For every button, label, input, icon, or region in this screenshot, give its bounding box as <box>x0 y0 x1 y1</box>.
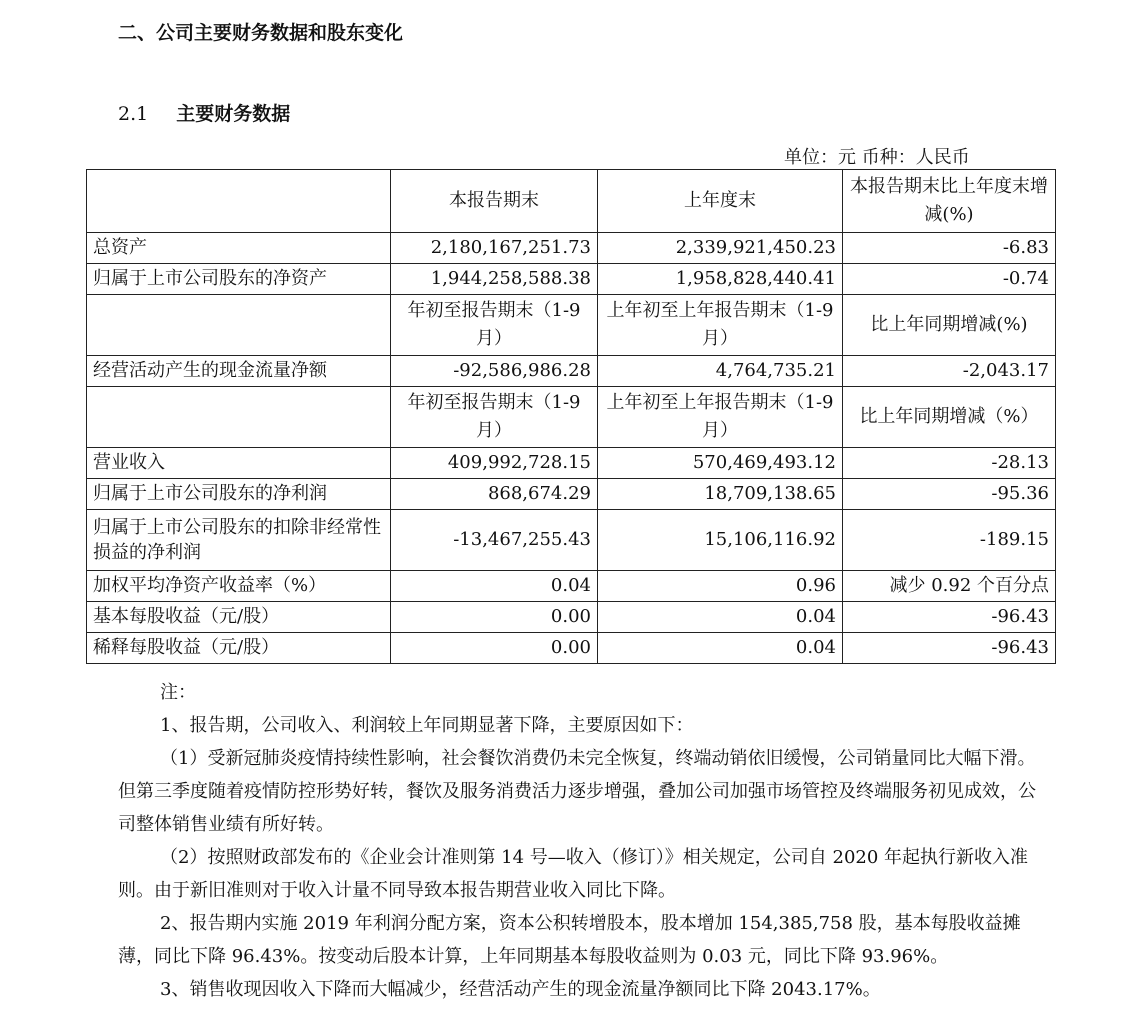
section-title: 二、公司主要财务数据和股东变化 <box>118 22 404 44</box>
value-cell: 18,709,138.65 <box>598 479 843 510</box>
value-cell: -96.43 <box>843 602 1056 633</box>
value-cell: 0.96 <box>598 571 843 602</box>
value-cell: 1,944,258,588.38 <box>391 264 598 295</box>
table-header-cell: 本报告期末 <box>391 170 598 233</box>
value-cell: 2,339,921,450.23 <box>598 233 843 264</box>
table-row <box>87 602 1056 633</box>
note-1-item-1: （1）受新冠肺炎疫情持续性影响，社会餐饮消费仍未完全恢复，终端动销依旧缓慢，公司销量同比大幅下滑。但第三季度随着疫情防控形势好转，餐饮及服务消费活力逐步增强，叠加公司加强市场管控及终端服务初见成效，公司整体销售业绩有所好转。 <box>118 748 1036 835</box>
table-header-cell: 比上年同期增减(%) <box>843 295 1056 356</box>
value-cell: 15,106,116.92 <box>598 510 843 571</box>
value-cell: 2,180,167,251.73 <box>391 233 598 264</box>
table-header-cell: 比上年同期增减（%） <box>843 387 1056 448</box>
value-cell: 868,674.29 <box>391 479 598 510</box>
note-1-item-2: （2）按照财政部发布的《企业会计准则第 14 号—收入（修订）》相关规定，公司自 2020 年起执行新收入准则。由于新旧准则对于收入计量不同导致本报告期营业收入同比下降。 <box>118 847 1029 901</box>
row-label-cell: 经营活动产生的现金流量净额 <box>87 356 391 387</box>
note-2: 2、报告期内实施 2019 年利润分配方案，资本公积转增股本，股本增加 154,385,758 股，基本每股收益摊薄，同比下降 96.43%。按变动后股本计算，上年同期基本每股收益则为 0.03 元，同比下降 93.96%。 <box>118 913 1021 967</box>
row-label-cell: 归属于上市公司股东的扣除非经常性损益的净利润 <box>87 510 391 571</box>
financial-data-table <box>86 169 1056 664</box>
value-cell: -2,043.17 <box>843 356 1056 387</box>
row-label-cell: 稀释每股收益（元/股） <box>87 633 391 664</box>
value-cell: 4,764,735.21 <box>598 356 843 387</box>
note-1: 1、报告期，公司收入、利润较上年同期显著下降，主要原因如下： <box>160 715 694 736</box>
notes-label: 注： <box>160 682 196 703</box>
table-header-cell: 上年初至上年报告期末（1-9 月） <box>598 295 843 356</box>
table-header-row <box>87 295 1056 356</box>
value-cell: -189.15 <box>843 510 1056 571</box>
value-cell: 0.00 <box>391 633 598 664</box>
table-header-cell <box>87 295 391 356</box>
table-header-cell: 本报告期末比上年度末增减(%) <box>843 170 1056 233</box>
value-cell: -92,586,986.28 <box>391 356 598 387</box>
table-header-row <box>87 170 1056 233</box>
unit-currency-line: 单位：元 币种：人民币 <box>784 147 970 168</box>
value-cell: -6.83 <box>843 233 1056 264</box>
subsection-number: 2.1 <box>118 103 149 125</box>
value-cell: 减少 0.92 个百分点 <box>843 571 1056 602</box>
value-cell: -95.36 <box>843 479 1056 510</box>
subsection-title: 主要财务数据 <box>176 103 291 125</box>
note-3: 3、销售收现因收入下降而大幅减少，经营活动产生的现金流量净额同比下降 2043.17%。 <box>160 979 881 1000</box>
table-header-cell <box>87 170 391 233</box>
value-cell: 0.04 <box>598 602 843 633</box>
row-label-cell: 总资产 <box>87 233 391 264</box>
row-label-cell: 加权平均净资产收益率（%） <box>87 571 391 602</box>
table-row <box>87 571 1056 602</box>
value-cell: 0.04 <box>598 633 843 664</box>
table-row <box>87 264 1056 295</box>
table-header-cell: 上年初至上年报告期末（1-9 月） <box>598 387 843 448</box>
table-row <box>87 633 1056 664</box>
value-cell: 0.00 <box>391 602 598 633</box>
value-cell: -0.74 <box>843 264 1056 295</box>
value-cell: 0.04 <box>391 571 598 602</box>
table-header-cell: 上年度末 <box>598 170 843 233</box>
row-label-cell: 归属于上市公司股东的净利润 <box>87 479 391 510</box>
value-cell: -96.43 <box>843 633 1056 664</box>
table-row <box>87 510 1056 571</box>
value-cell: 570,469,493.12 <box>598 448 843 479</box>
table-header-cell: 年初至报告期末（1-9 月） <box>391 387 598 448</box>
table-header-cell: 年初至报告期末（1-9 月） <box>391 295 598 356</box>
row-label-cell: 营业收入 <box>87 448 391 479</box>
value-cell: -13,467,255.43 <box>391 510 598 571</box>
value-cell: 409,992,728.15 <box>391 448 598 479</box>
notes-section <box>118 676 1038 1006</box>
row-label-cell: 基本每股收益（元/股） <box>87 602 391 633</box>
table-row <box>87 356 1056 387</box>
table-header-row <box>87 387 1056 448</box>
value-cell: 1,958,828,440.41 <box>598 264 843 295</box>
table-row <box>87 448 1056 479</box>
table-row <box>87 479 1056 510</box>
value-cell: -28.13 <box>843 448 1056 479</box>
table-row <box>87 233 1056 264</box>
row-label-cell: 归属于上市公司股东的净资产 <box>87 264 391 295</box>
table-header-cell <box>87 387 391 448</box>
subsection-heading <box>118 99 290 126</box>
